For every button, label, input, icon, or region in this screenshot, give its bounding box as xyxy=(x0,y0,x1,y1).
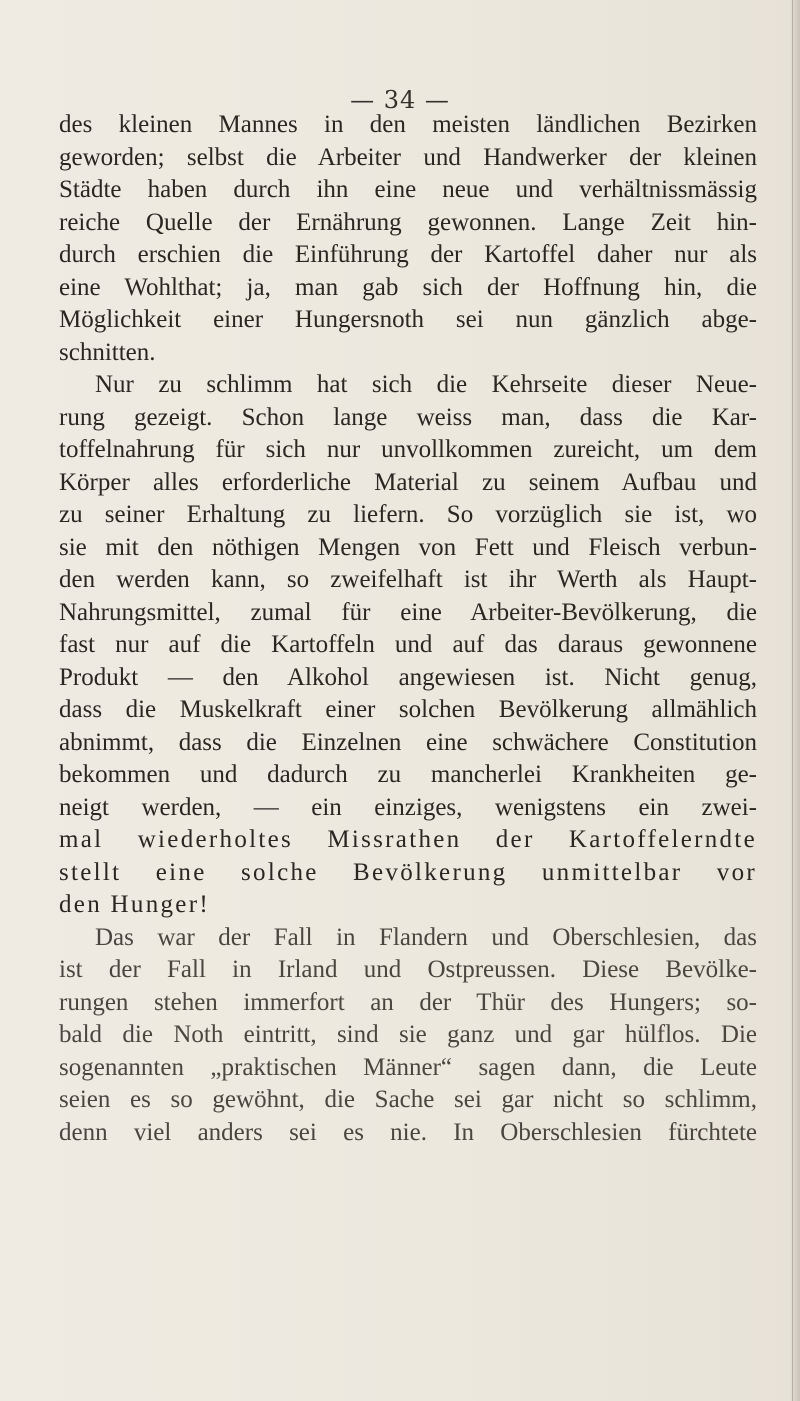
text-line: des kleinen Mannes in den meisten ländlichen Bezirken xyxy=(59,111,757,138)
text-line: denn viel anders sei es nie. In Oberschlesien fürchtete xyxy=(59,1118,757,1146)
text-line: Nahrungsmittel, zumal für eine Arbeiter-Bevölkerung, die xyxy=(59,598,757,626)
text-line: Körper alles erforderliche Material zu seinem Aufbau und xyxy=(59,468,757,496)
body-text xyxy=(59,109,757,1149)
text-line: fast nur auf die Kartoffeln und auf das daraus gewonnene xyxy=(59,631,757,658)
text-line: reiche Quelle der Ernährung gewonnen. Lange Zeit hin- xyxy=(59,208,757,236)
text-line: Produkt — den Alkohol angewiesen ist. Nicht genug, xyxy=(59,663,757,691)
text-line: bekommen und dadurch zu mancherlei Krankheiten ge- xyxy=(59,761,757,788)
text-line: bald die Noth eintritt, sind sie ganz und gar hülflos. Die xyxy=(59,1021,757,1048)
paragraph-first-line: Das war der Fall in Flandern und Oberschlesien, das xyxy=(95,923,757,951)
text-line: sogenannten „praktischen Männer“ sagen dann, die Leute xyxy=(59,1053,757,1081)
emphasis-line: den Hunger! xyxy=(59,891,210,918)
text-line: durch erschien die Einführung der Kartoffel daher nur als xyxy=(59,241,757,268)
text-line: abnimmt, dass die Einzelnen eine schwächere Constitution xyxy=(59,728,757,756)
emphasis-line: neigt werden, — ein einziges, wenigstens ein zwei- xyxy=(59,793,757,821)
text-line: dass die Muskelkraft einer solchen Bevölkerung allmählich xyxy=(59,696,757,723)
text-line: sie mit den nöthigen Mengen von Fett und Fleisch verbun- xyxy=(59,533,757,561)
text-line: schnitten. xyxy=(59,338,156,366)
text-line: toffelnahrung für sich nur unvollkommen zureicht, um dem xyxy=(59,436,757,463)
text-line: seien es so gewöhnt, die Sache sei gar nicht so schlimm, xyxy=(59,1086,757,1113)
text-line: Möglichkeit einer Hungersnoth sei nun gänzlich abge- xyxy=(59,306,757,333)
text-line: rung gezeigt. Schon lange weiss man, dass die Kar- xyxy=(59,403,757,431)
text-line: den werden kann, so zweifelhaft ist ihr Werth als Haupt- xyxy=(59,566,757,593)
page-edge-line xyxy=(792,0,793,1401)
text-line: ist der Fall in Irland und Ostpreussen. Diese Bevölke- xyxy=(59,956,757,983)
emphasis-line: mal wiederholtes Missrathen der Kartoffelerndte xyxy=(59,826,757,853)
text-line: Städte haben durch ihn eine neue und verhältnissmässig xyxy=(59,176,757,203)
text-line: zu seiner Erhaltung zu liefern. So vorzüglich sie ist, wo xyxy=(59,501,757,528)
text-line: geworden; selbst die Arbeiter und Handwerker der kleinen xyxy=(59,143,757,171)
emphasis-line: stellt eine solche Bevölkerung unmittelbar vor xyxy=(59,858,757,886)
text-line: eine Wohlthat; ja, man gab sich der Hoffnung hin, die xyxy=(59,273,757,301)
text-line: rungen stehen immerfort an der Thür des Hungers; so- xyxy=(59,988,757,1016)
paragraph-first-line: Nur zu schlimm hat sich die Kehrseite dieser Neue- xyxy=(95,371,757,398)
page-number: — 34 — xyxy=(350,86,450,114)
